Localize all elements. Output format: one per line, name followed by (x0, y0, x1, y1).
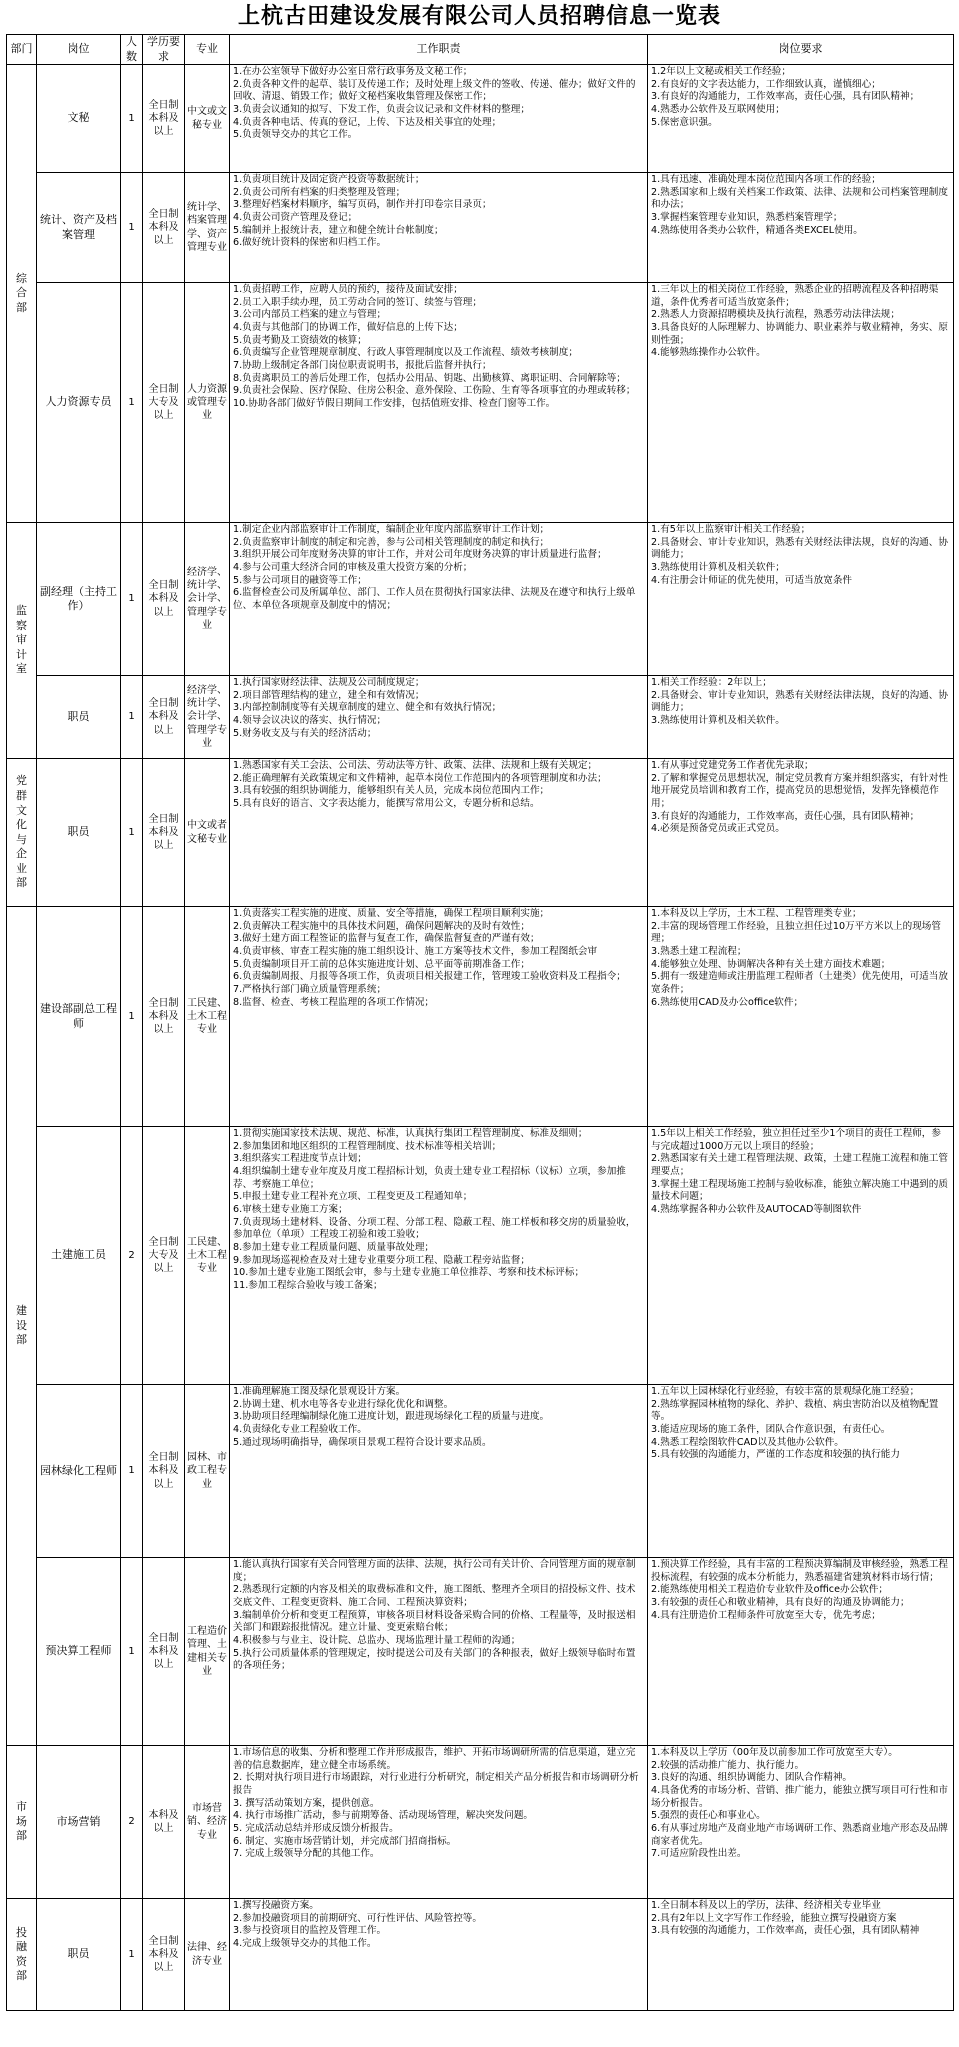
table-row (7, 907, 954, 1127)
requirement-line: 4.熟悉办公软件及互联网使用； (651, 104, 785, 115)
duty-line: 1.熟悉国家有关工会法、公司法、劳动法等方针、政策、法律、法规和上级有关规定； (233, 760, 598, 772)
education-cell: 全日制本科及以上 (143, 173, 185, 283)
table-row (7, 173, 954, 283)
department-cell: 综 合 部 (7, 65, 37, 523)
duty-line: 4.负责审核、审查工程实施的施工组织设计、施工方案等技术文件，参加工程图纸会审 (233, 946, 598, 957)
duty-line: 5.负责考勤及工资绩效的核算； (233, 334, 367, 346)
requirement-line: 4.能够熟练操作办公软件。 (651, 347, 766, 359)
duty-line: 3.协助项目经理编制绿化施工进度计划，跟进现场绿化工程的质量与进度。 (233, 1411, 550, 1423)
duty-line: 2.负责解决工程实施中的具体技术问题，确保问题解决的及时有效性； (233, 920, 530, 932)
duties-cell (230, 907, 648, 1127)
count-cell: 1 (121, 907, 143, 1127)
education-cell: 本科及以上 (143, 1746, 185, 1899)
duty-line: 3.具有较强的组织协调能力，能够组织有关人员，完成本岗位范围内工作； (233, 785, 550, 797)
position-cell: 园林绿化工程师 (37, 1385, 121, 1558)
requirement-line: 1.本科及以上学历（00年及以前参加工作可放宽至大专）。 (651, 1747, 898, 1759)
table-row (7, 759, 954, 907)
duty-line: 3.内部控制制度等有关规章制度的建立、健全和有效执行情况； (233, 702, 502, 714)
duties-cell (230, 1746, 648, 1899)
requirements-cell (648, 65, 954, 173)
major-cell: 工民建、土木工程专业 (185, 907, 230, 1127)
count-cell: 1 (121, 173, 143, 283)
duty-line: 5.编制并上报统计表，建立和健全统计台帐制度； (233, 224, 444, 236)
requirement-line: 4.熟练掌握各种办公软件及AUTOCAD等制图软件 (651, 1203, 862, 1215)
education-cell: 全日制本科及以上 (143, 907, 185, 1127)
department-cell: 党 群 文 化 与 企 业 部 (7, 759, 37, 907)
table-row (7, 1558, 954, 1746)
duties-cell (230, 676, 648, 759)
duty-line: 2.能正确理解有关政策规定和文件精神，起草本岗位工作范围内的各项管理制度和办法； (233, 772, 607, 784)
duty-line: 3.做好土建方面工程签证的监督与复查工作，确保监督复查的严谨有效； (233, 933, 540, 945)
duty-line: 1.负责招聘工作，应聘人员的预约，接待及面试安排； (233, 284, 463, 296)
duty-line: 5.具有良好的语言、文字表达能力，能撰写常用公文，专题分析和总结。 (233, 798, 540, 809)
count-cell: 1 (121, 676, 143, 759)
duty-line: 3.负责会议通知的拟写、下发工作，负责会议记录和文件材料的整理； (233, 104, 530, 115)
requirement-line: 3.熟练使用计算机及相关软件。 (651, 715, 785, 726)
requirement-line: 1.全日制本科及以上的学历，法律、经济相关专业毕业 (651, 1900, 881, 1912)
position-cell: 市场营销 (37, 1746, 121, 1899)
position-cell: 职员 (37, 676, 121, 759)
duty-line: 4.组织编制土建专业年度及月度工程招标计划，负责土建专业工程招标（议标）立项，参加推荐、考察施工单位； (233, 1166, 626, 1190)
requirement-line: 4.熟练使用各类办公软件，精通各类EXCEL使用。 (651, 224, 863, 236)
duty-line: 1.制定企业内部监察审计工作制度，编制企业年度内部监察审计工作计划； (233, 524, 550, 536)
requirement-line: 2.具有2年以上文字写作工作经验，能独立撰写投融资方案 (651, 1912, 897, 1924)
requirement-line: 4.有注册会计师证的优先使用，可适当放宽条件 (651, 574, 853, 586)
education-cell: 全日制大专及以上 (143, 1127, 185, 1385)
duty-line: 3.公司内部员工档案的建立与管理； (233, 309, 387, 321)
table-header-row (7, 35, 954, 65)
requirement-line: 3.有较强的责任心和敬业精神，具有良好的沟通及协调能力； (651, 1597, 910, 1608)
duties-cell (230, 1899, 648, 2011)
requirement-line: 3.有良好的沟通能力，工作效率高，责任心强，具有团队精神； (651, 91, 920, 103)
duty-line: 4.积极参与与业主、设计院、总监办、现场监理计量工程师的沟通； (233, 1634, 521, 1646)
table-row (7, 1385, 954, 1558)
duty-line: 5.负责领导交办的其它工作。 (233, 129, 358, 141)
duty-line: 1.市场信息的收集、分析和整理工作并形成报告，维护、开拓市场调研所需的信息渠道，建立完善的信息数据库，建立健全市场系统。 (233, 1747, 636, 1771)
duty-line: 3.参与投资项目的监控及管理工作。 (233, 1925, 387, 1937)
requirement-line: 2.了解和掌握党员思想状况，制定党员教育方案并组织落实，有针对性地开展党员培训和教育工作，提高党员的思想觉悟，发挥先锋模范作用； (651, 772, 948, 809)
count-cell: 2 (121, 1746, 143, 1899)
requirement-line: 3.良好的沟通、组织协调能力、团队合作精神。 (651, 1772, 853, 1784)
requirement-line: 3.具有较强的沟通能力，工作效率高，责任心强，具有团队精神 (651, 1925, 920, 1937)
duty-line: 6.审核土建专业施工方案； (233, 1203, 348, 1215)
requirement-line: 2.熟悉国家有关土建工程管理法规、政策，土建工程施工流程和施工管理要点； (651, 1153, 948, 1177)
count-cell: 1 (121, 759, 143, 907)
requirement-line: 4.必须是预备党员或正式党员。 (651, 823, 785, 835)
requirement-line: 1.相关工作经验：2年以上； (651, 677, 772, 689)
count-cell: 1 (121, 523, 143, 676)
duty-line: 5.通过现场明确指导，确保项目景观工程符合设计要求品质。 (233, 1436, 492, 1448)
requirement-line: 2.有良好的文字表达能力，工作细致认真，谨慎细心； (651, 78, 881, 90)
requirement-line: 5.具有较强的沟通能力，严谨的工作态度和较强的执行能力 (651, 1449, 900, 1461)
duty-line: 4.负责公司资产管理及登记； (233, 212, 358, 223)
duty-line: 9.参加现场巡视检查及对土建专业重要分项工程、隐蔽工程旁站监督； (233, 1254, 530, 1266)
requirements-cell (648, 283, 954, 523)
duty-line: 4.参与公司重大经济合同的审核及重大投资方案的分析； (233, 562, 473, 573)
requirement-line: 3.掌握土建工程现场施工控制与验收标准，能独立解决施工中遇到的质量技术问题； (651, 1178, 948, 1203)
requirement-line: 1.具有迅速、准确处理本岗位范围内各项工作的经验； (651, 174, 881, 186)
department-cell: 市 场 部 (7, 1746, 37, 1899)
requirements-cell (648, 759, 954, 907)
duty-line: 1.负责落实工程实施的进度、质量、安全等措施，确保工程项目顺利实施； (233, 908, 550, 920)
table-row (7, 676, 954, 759)
position-cell: 职员 (37, 759, 121, 907)
department-cell: 建 设 部 (7, 907, 37, 1746)
major-cell: 工民建、土木工程专业 (185, 1127, 230, 1385)
requirement-line: 3.能适应现场的施工条件，团队合作意识强，有责任心。 (651, 1424, 891, 1435)
duty-line: 2.负责公司所有档案的归类整理及管理； (233, 186, 406, 198)
position-cell: 职员 (37, 1899, 121, 2011)
count-cell: 2 (121, 1127, 143, 1385)
requirement-line: 2.熟练掌握园林植物的绿化、养护、栽植、病虫害防治以及植物配置等。 (651, 1398, 939, 1423)
table-row (7, 1899, 954, 2011)
duty-line: 5. 完成活动总结并形成反馈分析报告。 (233, 1822, 399, 1834)
education-cell: 全日制本科及以上 (143, 676, 185, 759)
duty-line: 10.协助各部门做好节假日期间工作安排，包括值班安排、检查门窗等工作。 (233, 397, 556, 409)
requirement-line: 2.能熟练使用相关工程造价专业软件及office办公软件； (651, 1584, 888, 1596)
requirement-line: 2.具备财会、审计专业知识，熟悉有关财经法律法规，良好的沟通、协调能力； (651, 536, 948, 561)
duty-line: 4.负责各种电话、传真的登记，上传、下达及相关事宜的处理； (233, 116, 502, 128)
duty-line: 5.财务收支及与有关的经济活动； (233, 727, 377, 739)
requirement-line: 2.熟悉人力资源招聘模块及执行流程，熟悉劳动法律法规； (651, 309, 900, 321)
requirement-line: 7.可适应阶段性出差。 (651, 1848, 747, 1860)
education-cell: 全日制本科及以上 (143, 1899, 185, 2011)
duty-line: 2.参加投融资项目的前期研究、可行性评估、风险管控等。 (233, 1912, 482, 1924)
requirement-line: 3.熟练使用计算机及相关软件； (651, 562, 785, 573)
duty-line: 6. 制定、实施市场营销计划，并完成部门招商指标。 (233, 1835, 457, 1847)
duty-line: 6.监督检查公司及所属单位、部门、工作人员在贯彻执行国家法律、法规及在遵守和执行上级单位、本单位各项规章及制度中的情况； (233, 587, 636, 611)
duties-cell (230, 1558, 648, 1746)
duty-line: 1.准确理解施工图及绿化景观设计方案。 (233, 1386, 406, 1398)
duties-cell (230, 1127, 648, 1385)
major-cell: 中文或者文秘专业 (185, 759, 230, 907)
duty-line: 3.组织开展公司年度财务决算的审计工作，并对公司年度财务决算的审计质量进行监督； (233, 549, 607, 561)
requirement-line: 3.具备良好的人际理解力、协调能力、职业素养与敬业精神，务实、原则性强； (651, 322, 948, 346)
duty-line: 1.能认真执行国家有关合同管理方面的法律、法规，执行公司有关计价、合同管理方面的规章制度； (233, 1559, 636, 1583)
position-cell: 建设部副总工程师 (37, 907, 121, 1127)
requirement-line: 1.有从事过党建党务工作者优先录取； (651, 760, 814, 772)
requirements-cell (648, 676, 954, 759)
duty-line: 8.监督、检查、考核工程监理的各项工作情况； (233, 996, 435, 1008)
table-body (7, 65, 954, 2011)
duty-line: 3.组织落实工程进度节点计划； (233, 1153, 367, 1165)
department-cell: 投 融 资 部 (7, 1899, 37, 2011)
requirement-line: 1.5年以上相关工作经验，独立担任过至少1个项目的责任工程师，参与完成超过1000万元以上项目的经验； (651, 1128, 941, 1152)
requirement-line: 2.丰富的现场管理工作经验，且独立担任过10万平方米以上的现场管理； (651, 920, 941, 945)
education-cell: 全日制本科及以上 (143, 523, 185, 676)
major-cell: 市场营销、经济专业 (185, 1746, 230, 1899)
duty-line: 5.参与公司项目的融资等工作； (233, 574, 367, 586)
count-cell: 1 (121, 283, 143, 523)
duty-line: 6.负责编制周报、月报等各项工作，负责项目相关报建工作，管理竣工验收资料及工程指令； (233, 971, 626, 983)
requirements-cell (648, 1899, 954, 2011)
duty-line: 2.员工入职手续办理，员工劳动合同的签订、续签与管理； (233, 296, 482, 308)
duties-cell (230, 1385, 648, 1558)
duty-line: 8.负责离职员工的善后处理工作，包括办公用品、钥匙、出勤核算、离职证明、合同解除等； (233, 372, 626, 384)
duty-line: 1.执行国家财经法律、法规及公司制度规定； (233, 677, 425, 689)
duty-line: 1.在办公室领导下做好办公室日常行政事务及文秘工作； (233, 66, 473, 78)
requirements-cell (648, 173, 954, 283)
requirement-line: 2.具备财会、审计专业知识，熟悉有关财经法律法规，良好的沟通、协调能力； (651, 689, 948, 714)
duty-line: 3. 撰写活动策划方案，提供创意。 (233, 1797, 380, 1809)
duty-line: 7. 完成上级领导分配的其他工作。 (233, 1848, 380, 1860)
education-cell: 全日制本科及以上 (143, 1385, 185, 1558)
header-position: 岗位 (37, 35, 121, 65)
duty-line: 7.协助上级制定各部门岗位职责说明书，报批后监督并执行； (233, 359, 492, 371)
count-cell: 1 (121, 1558, 143, 1746)
duty-line: 2.参加集团和地区组织的工程管理制度、技术标准等相关培训； (233, 1140, 502, 1152)
duty-line: 2.熟悉现行定额的内容及相关的取费标准和文件，施工图纸、整理齐全项目的招投标文件、技术交底文件、工程变更资料、施工合同、工程预决算资料； (233, 1584, 636, 1608)
major-cell: 经济学、统计学、会计学、管理学专业 (185, 676, 230, 759)
department-cell: 监 察 审 计 室 (7, 523, 37, 759)
duty-line: 4.领导会议决议的落实、执行情况； (233, 715, 387, 726)
header-reqs: 岗位要求 (648, 35, 954, 65)
duties-cell (230, 65, 648, 173)
requirements-cell (648, 1385, 954, 1558)
requirement-line: 1.预决算工作经验，具有丰富的工程预决算编制及审核经验，熟悉工程投标流程，有较强的成本分析能力，熟悉福建省建筑材料市场行情； (651, 1559, 948, 1583)
major-cell: 工程造价管理、土建相关专业 (185, 1558, 230, 1746)
duty-line: 8.参加土建专业工程质量问题、质量事故处理； (233, 1241, 435, 1253)
duty-line: 11.参加工程综合验收与竣工备案； (233, 1279, 383, 1291)
position-cell: 人力资源专员 (37, 283, 121, 523)
position-cell: 文秘 (37, 65, 121, 173)
table-row (7, 65, 954, 173)
position-cell: 土建施工员 (37, 1127, 121, 1385)
duties-cell (230, 523, 648, 676)
major-cell: 人力资源或管理专业 (185, 283, 230, 523)
requirement-line: 1.有5年以上监察审计相关工作经验； (651, 524, 811, 536)
duty-line: 2.负责监察审计制度的制定和完善，参与公司相关管理制度的制定和执行； (233, 536, 550, 548)
education-cell: 全日制本科及以上 (143, 65, 185, 173)
requirement-line: 4.熟悉工程绘图软件CAD以及其他办公软件。 (651, 1436, 844, 1448)
duty-line: 4.负责与其他部门的协调工作，做好信息的上传下达； (233, 322, 463, 333)
requirement-line: 3.熟悉土建工程流程； (651, 946, 747, 957)
requirement-line: 6.有从事过房地产及商业地产市场调研工作、熟悉商业地产形态及品牌商家者优先。 (651, 1822, 948, 1847)
requirement-line: 4.能够独立处理、协调解决各种有关土建方面技术难题； (651, 958, 891, 970)
requirement-line: 1.2年以上文秘或相关工作经验； (651, 66, 791, 78)
duties-cell (230, 173, 648, 283)
requirement-line: 2.较强的活动推广能力、执行能力。 (651, 1759, 805, 1771)
table-row (7, 1127, 954, 1385)
header-major: 专业 (185, 35, 230, 65)
duty-line: 4. 执行市场推广活动，参与前期筹备、活动现场管理，解决突发问题。 (233, 1810, 534, 1822)
major-cell: 中文或文秘专业 (185, 65, 230, 173)
recruitment-table (6, 34, 954, 2011)
requirements-cell (648, 1558, 954, 1746)
duty-line: 9.负责社会保险、医疗保险、住房公积金、意外保险、工伤险、生育等各项事宜的办理或转移； (233, 385, 636, 397)
table-row (7, 1746, 954, 1899)
duties-cell (230, 759, 648, 907)
requirement-line: 4.具有注册造价工程师条件可放宽至大专，优先考虑； (651, 1609, 881, 1621)
duty-line: 3.整理好档案材料顺序，编写页码，制作并打印卷宗目录页； (233, 199, 492, 211)
major-cell: 园林、市政工程专业 (185, 1385, 230, 1558)
position-cell: 预决算工程师 (37, 1558, 121, 1746)
table-row (7, 283, 954, 523)
education-cell: 全日制大专及以上 (143, 283, 185, 523)
duty-line: 1.撰写投融资方案。 (233, 1900, 319, 1912)
duty-line: 6.做好统计资料的保密和归档工作。 (233, 237, 387, 249)
position-cell: 副经理（主持工作） (37, 523, 121, 676)
education-cell: 全日制本科及以上 (143, 759, 185, 907)
count-cell: 1 (121, 65, 143, 173)
major-cell: 统计学、档案管理学、资产管理专业 (185, 173, 230, 283)
header-edu: 学历要求 (143, 35, 185, 65)
page-title: 上杭古田建设发展有限公司人员招聘信息一览表 (237, 4, 721, 29)
requirement-line: 1.三年以上的相关岗位工作经验，熟悉企业的招聘流程及各种招聘渠道，条件优秀者可适当放宽条件； (651, 284, 939, 308)
duty-line: 6.负责编写企业管理规章制度、行政人事管理制度以及工作流程、绩效考核制度； (233, 347, 578, 359)
duty-line: 10.参加土建专业施工图纸会审，参与土建专业施工单位推荐、考察和技术标评标； (233, 1267, 585, 1279)
requirement-line: 6.熟练使用CAD及办公office软件； (651, 996, 804, 1008)
requirement-line: 5.保密意识强。 (651, 116, 718, 128)
requirement-line: 1.五年以上园林绿化行业经验，有较丰富的景观绿化施工经验； (651, 1386, 920, 1398)
duty-line: 3.编制单价分析和变更工程预算，审核各项目材料设备采购合同的价格、工程量等，及时报送相关部门和跟踪报批情况。建立计量、变更索赔台帐； (233, 1609, 636, 1634)
count-cell: 1 (121, 1385, 143, 1558)
duty-line: 5.申报土建专业工程补充立项、工程变更及工程通知单； (233, 1191, 473, 1203)
requirements-cell (648, 523, 954, 676)
position-cell: 统计、资产及档案管理 (37, 173, 121, 283)
requirement-line: 2.熟悉国家和上级有关档案工作政策、法律、法规和公司档案管理制度和办法； (651, 186, 948, 211)
requirements-cell (648, 1127, 954, 1385)
table-row (7, 523, 954, 676)
requirement-line: 5.强烈的责任心和事业心。 (651, 1810, 766, 1822)
duty-line: 4.完成上级领导交办的其他工作。 (233, 1938, 377, 1949)
duty-line: 2.负责各种文件的起草、装订及传递工作；及时处理上级文件的签收、传递、催办；做好文件的回收、清退、销毁工作；做好文秘档案收集管理及保密工作； (233, 78, 636, 103)
header-duties: 工作职责 (230, 35, 648, 65)
duties-cell (230, 283, 648, 523)
requirements-cell (648, 1746, 954, 1899)
duty-line: 7.负责现场土建材料、设备、分项工程、分部工程、隐蔽工程、施工样板和移交房的质量验收，参加单位（单项）工程竣工初验和竣工验收； (233, 1216, 636, 1241)
major-cell: 经济学、统计学、会计学、管理学专业 (185, 523, 230, 676)
requirements-cell (648, 907, 954, 1127)
header-dept: 部门 (7, 35, 37, 65)
requirement-line: 1.本科及以上学历，土木工程、工程管理类专业； (651, 908, 862, 920)
requirement-line: 3.掌握档案管理专业知识，熟悉档案管理学； (651, 212, 843, 223)
education-cell: 全日制本科及以上 (143, 1558, 185, 1746)
duty-line: 5.执行公司质量体系的管理规定，按时提送公司及有关部门的各种报表，做好上级领导临时布置的各项任务； (233, 1647, 636, 1672)
duty-line: 4.负责绿化专业工程验收工作。 (233, 1424, 367, 1435)
duty-line: 2. 长期对执行项目进行市场跟踪，对行业进行分析研究，制定相关产品分析报告和市场调研分析报告 (233, 1772, 639, 1796)
duty-line: 2.项目部管理结构的建立，建全和有效情况； (233, 689, 425, 701)
duty-line: 1.负责项目统计及固定资产投资等数据统计； (233, 174, 425, 186)
major-cell: 法律、经济专业 (185, 1899, 230, 2011)
count-cell: 1 (121, 1899, 143, 2011)
header-count: 人数 (121, 35, 143, 65)
requirement-line: 3.有良好的沟通能力，工作效率高，责任心强，具有团队精神； (651, 810, 920, 822)
duty-line: 1.贯彻实施国家技术法规、规范、标准，认真执行集团工程管理制度、标准及细则； (233, 1128, 588, 1140)
duty-line: 2.协调土建、机水电等各专业进行绿化优化和调整。 (233, 1398, 454, 1410)
duty-line: 7.严格执行部门确立质量管理系统； (233, 983, 387, 995)
requirement-line: 4.具备优秀的市场分析、营销、推广能力，能独立撰写项目可行性和市场分析报告。 (651, 1785, 948, 1809)
duty-line: 5.负责编制项目开工前的总体实施进度计划、总平面等前期准备工作； (233, 958, 530, 970)
requirement-line: 5.拥有一级建造师或注册监理工程师者（土建类）优先使用，可适当放宽条件； (651, 971, 948, 995)
